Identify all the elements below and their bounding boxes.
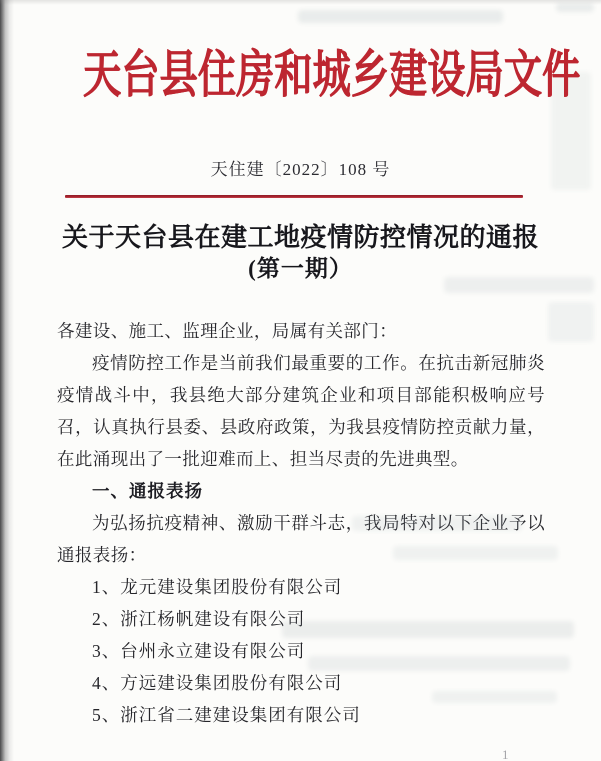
bleed-through-mark — [548, 302, 594, 342]
document-body — [57, 315, 545, 731]
scan-shadow-top-edge — [0, 0, 601, 5]
scan-shadow-left-edge — [0, 0, 14, 761]
commendation-lead: 为弘扬抗疫精神、激励干群斗志，我局特对以下企业予以通报表扬： — [57, 513, 545, 565]
commended-company: 3、台州永立建设有限公司 — [92, 641, 306, 661]
bleed-through-mark — [556, 3, 594, 12]
document-title-line1: 关于天台县在建工地疫情防控情况的通报 — [61, 223, 539, 252]
salutation: 各建设、施工、监理企业，局属有关部门： — [57, 321, 398, 341]
commended-company: 1、龙元建设集团股份有限公司 — [92, 577, 343, 597]
letterhead-agency-title — [0, 46, 601, 106]
intro-paragraph: 疫情防控工作是当前我们最重要的工作。在抗击新冠肺炎疫情战斗中，我县绝大部分建筑企业和项目部能积极响应号召，认真执行县委、县政府政策，为我县疫情防控贡献力量，在此涌现出了一批迎难而上、担当尽责的先进典型。 — [57, 353, 545, 469]
letterhead-divider-line — [65, 195, 523, 198]
commended-company: 2、浙江杨帆建设有限公司 — [92, 609, 306, 629]
document-title-line2: (第一期） — [248, 256, 353, 281]
page-number: 1 — [502, 747, 509, 761]
section-heading-commendation: 一、通报表扬 — [92, 481, 203, 501]
commended-company: 5、浙江省二建建设集团有限公司 — [92, 705, 361, 725]
letterhead-agency-title-text: 天台县住房和城乡建设局文件 — [82, 48, 581, 104]
commended-company: 4、方远建设集团股份有限公司 — [92, 673, 343, 693]
bleed-through-mark — [298, 10, 503, 23]
document-title — [0, 222, 601, 284]
document-number: 天住建〔2022〕108 号 — [210, 160, 391, 179]
